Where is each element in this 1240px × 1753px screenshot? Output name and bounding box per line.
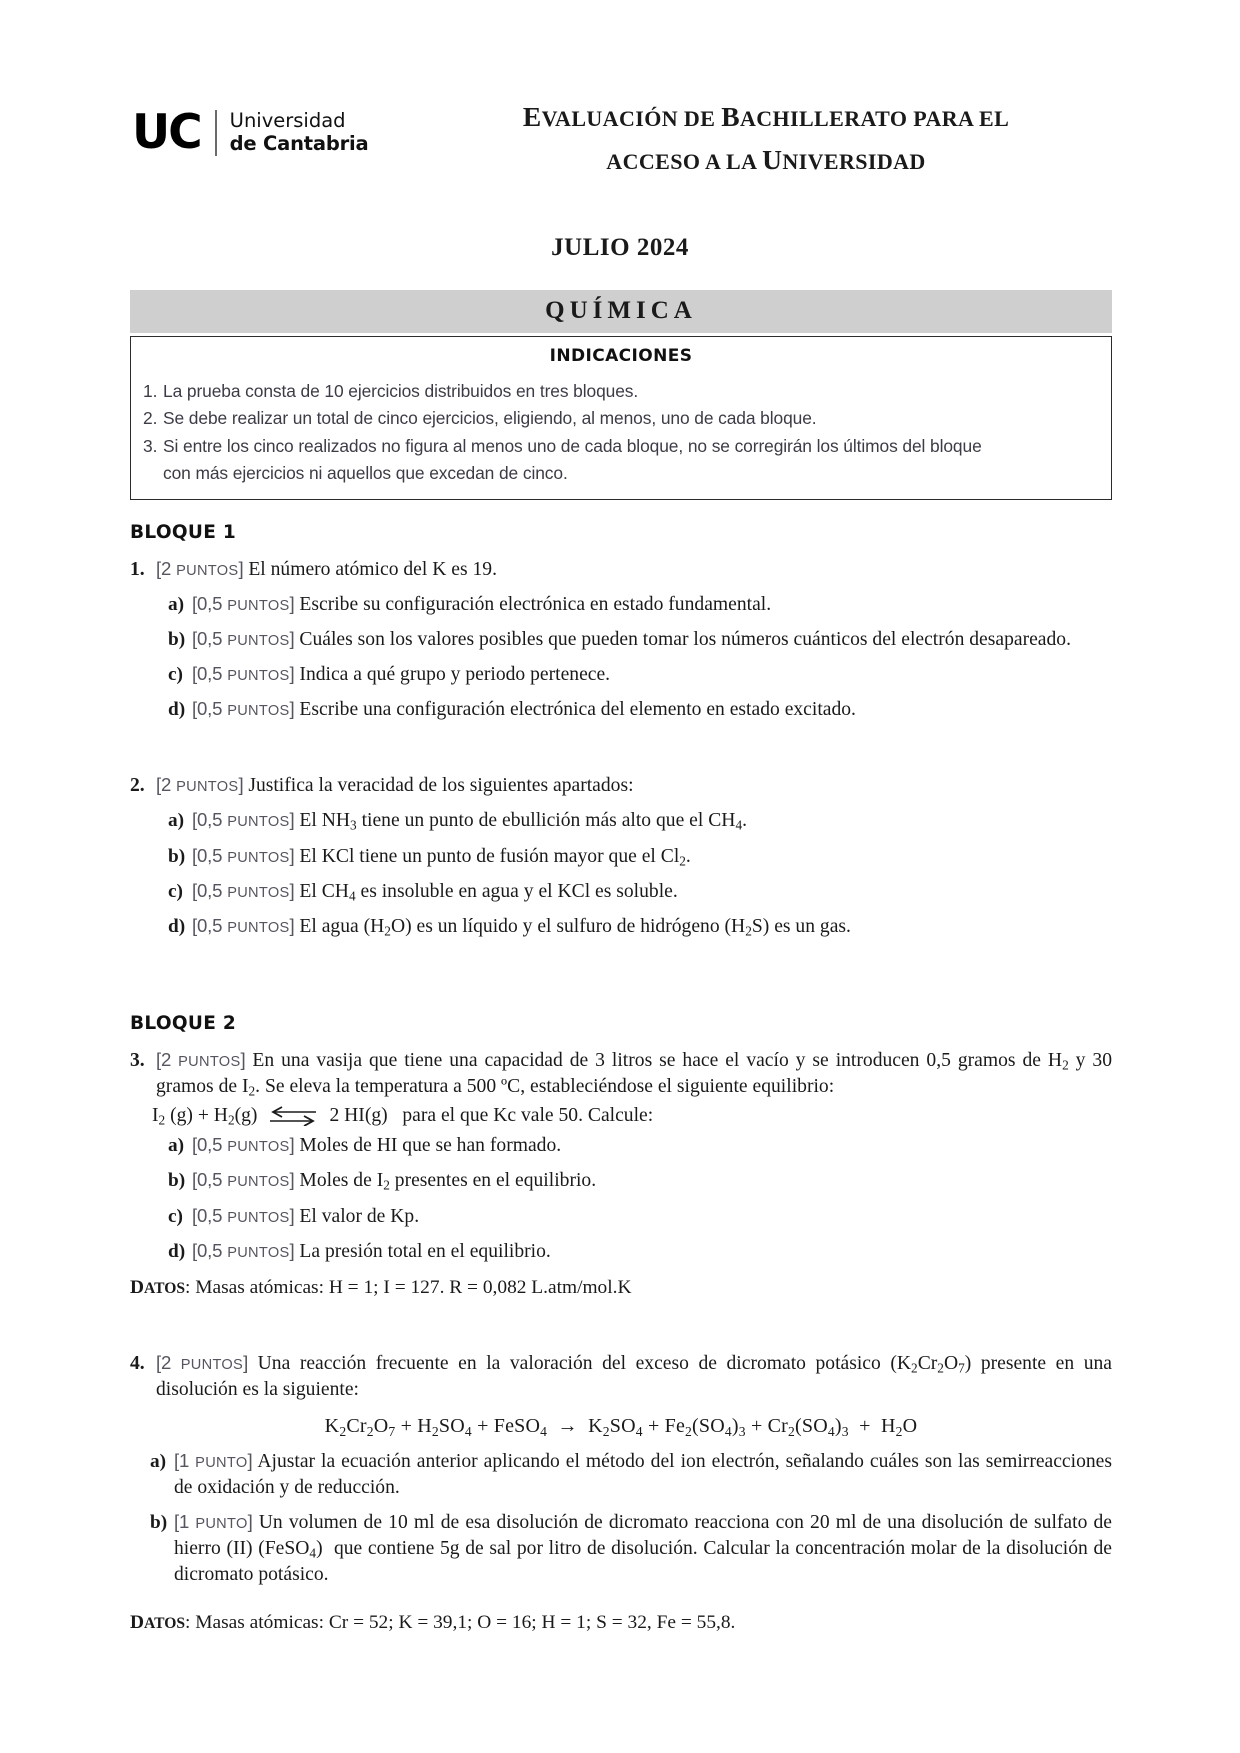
points-bracket: ] [243, 1351, 249, 1373]
sub-body-text: Moles de $I_2$ presentes en el equilibrio. [299, 1170, 597, 1193]
sub-letter: c) [168, 880, 183, 902]
points-annotation [192, 593, 295, 614]
subquestion-2c [130, 879, 1112, 905]
points-annotation [156, 774, 243, 795]
sub-letter: c) [168, 1205, 183, 1227]
item-text: La prueba consta de 10 ejercicios distribuidos en tres bloques. [163, 381, 639, 401]
sub-text [192, 662, 1112, 688]
datos-label [130, 1277, 185, 1298]
points-annotation [156, 1049, 245, 1070]
question-stem [130, 557, 1112, 583]
exam-content [0, 522, 1240, 1636]
sub-text [192, 1168, 1112, 1194]
points-bracket: ] [289, 915, 295, 937]
points-annotation [192, 628, 295, 649]
points-bracket: ] [289, 1134, 295, 1156]
question-stem [130, 773, 1112, 799]
subquestion-1d [130, 697, 1112, 723]
sub-text [192, 697, 1112, 723]
sub-letter: a) [168, 1135, 185, 1157]
points-value: [0,5 [192, 1239, 228, 1261]
datos-values: : Masas atómicas: Cr = 52; K = 39,1; O = 16; H = 1; S = 32, Fe = 55,8. [185, 1612, 736, 1634]
points-unit: PUNTOS [227, 703, 290, 719]
datos-word: ATOS [144, 1279, 186, 1297]
datos-line-q3 [130, 1275, 1112, 1301]
exam-date: JULIO 2024 [551, 234, 689, 261]
points-value: [0,5 [192, 879, 228, 901]
sub-text [192, 1204, 1112, 1230]
points-unit: PUNTOS [227, 1139, 290, 1156]
title-initial-b: B [721, 101, 740, 132]
points-unit: PUNTOS [227, 884, 290, 901]
sub-letter: d) [168, 1240, 186, 1262]
points-annotation [192, 809, 295, 830]
points-annotation [192, 1205, 295, 1226]
points-unit: PUNTOS [227, 1209, 290, 1226]
subquestion-2b [130, 844, 1112, 870]
equilibrium-equation [130, 1103, 1112, 1129]
points-unit: PUNTOS [227, 597, 290, 614]
points-value: [2 [156, 1351, 181, 1373]
logo-line-1: Universidad [229, 109, 346, 133]
question-text [156, 1351, 1112, 1403]
question-text [156, 1048, 1112, 1101]
title-text-3: ACCESO A LA [606, 148, 763, 174]
indicaciones-box [130, 336, 1112, 500]
points-annotation [156, 1352, 248, 1373]
subquestion-3d [130, 1239, 1112, 1265]
sub-body-text: Moles de HI que se han formado. [299, 1135, 562, 1157]
subquestion-2a [130, 808, 1112, 834]
stem-body: Justifica la veracidad de los siguientes apartados: [248, 775, 634, 797]
sub-text [192, 1133, 1112, 1159]
points-unit: PUNTOS [227, 1244, 290, 1261]
sub-text [174, 1449, 1112, 1501]
points-unit: PUNTOS [227, 1174, 290, 1191]
points-bracket: ] [289, 698, 295, 719]
sub-letter: d) [168, 699, 186, 720]
sub-text [192, 808, 1112, 834]
points-bracket: ] [289, 844, 295, 866]
points-annotation [156, 558, 243, 579]
points-value: [2 [156, 557, 177, 579]
item-text-continued: con más ejercicios ni aquellos que excedan de cinco. [163, 463, 568, 484]
sub-text [192, 914, 1112, 940]
datos-word: ATOS [144, 1615, 186, 1633]
datos-values: : Masas atómicas: H = 1; I = 127. R = 0,082 L.atm/mol.K [185, 1276, 632, 1298]
equation-products: 2 HI(g) para el que Kc vale 50. Calcule: [329, 1104, 654, 1126]
sub-body-text: El KCl tiene un punto de fusión mayor que el $Cl_2$. [299, 845, 691, 869]
points-unit: PUNTO [195, 1515, 248, 1532]
points-unit: PUNTOS [227, 667, 290, 684]
sub-text [192, 1239, 1112, 1265]
subquestion-1c [130, 662, 1112, 688]
sub-letter: d) [168, 916, 186, 938]
sub-text [192, 879, 1112, 905]
title-initial-u: U [762, 143, 783, 175]
question-number: 4. [130, 1352, 145, 1374]
sub-body-text: Cuáles son los valores posibles que pueden tomar los números cuánticos del electrón desapareado. [299, 628, 1071, 650]
block-spacer [130, 947, 1112, 991]
item-number: 2. [143, 408, 158, 429]
points-bracket: ] [289, 1204, 295, 1226]
subquestion-3b [130, 1168, 1112, 1194]
points-unit: PUNTOS [227, 849, 290, 866]
points-value: [0,5 [192, 1134, 228, 1156]
points-unit: PUNTOS [227, 632, 290, 649]
logo-mark: UC [132, 104, 201, 160]
sub-letter: a) [168, 593, 185, 615]
datos-initial: D [130, 1612, 145, 1634]
subquestion-1b [130, 627, 1112, 653]
subquestion-3c [130, 1204, 1112, 1230]
points-bracket: ] [289, 809, 295, 831]
stem-body: Una reacción frecuente en la valoración del exceso de dicromato potásico $(K_2Cr_2O_7)$ presente en una disolución es la siguiente: [156, 1352, 1112, 1400]
subject-title: QUÍMICA [130, 290, 1112, 333]
subquestion-1a [130, 592, 1112, 618]
datos-initial: D [130, 1276, 145, 1298]
points-value: [0,5 [192, 698, 228, 719]
indicaciones-list [143, 378, 1099, 487]
logo-line-2: de Cantabria [229, 132, 369, 155]
points-unit: PUNTO [195, 1454, 248, 1471]
points-bracket: ] [289, 627, 295, 649]
sub-letter: a) [150, 1450, 167, 1472]
subquestion-3a [130, 1133, 1112, 1159]
question-stem [130, 1351, 1112, 1403]
points-value: [2 [156, 1048, 179, 1070]
sub-text [192, 627, 1112, 653]
points-value: [0,5 [192, 1204, 228, 1226]
sub-text [192, 592, 1112, 618]
points-unit: PUNTOS [176, 779, 239, 796]
sub-body-text: Ajustar la ecuación anterior aplicando el método del ion electrón, señalando cuáles son las semirreacciones de oxidación y de reducción. [174, 1450, 1112, 1498]
sub-body-text: Indica a qué grupo y periodo pertenece. [299, 663, 611, 685]
points-unit: PUNTOS [180, 1356, 244, 1373]
item-number: 3. [143, 435, 158, 456]
points-bracket: ] [289, 662, 295, 684]
points-annotation [192, 915, 295, 936]
question-spacer [130, 1307, 1112, 1351]
points-value: [0,5 [192, 592, 228, 614]
points-unit: PUNTOS [178, 1053, 241, 1070]
item-number: 1. [143, 381, 158, 401]
points-bracket: ] [238, 774, 244, 796]
sub-letter: b) [150, 1511, 168, 1533]
subquestion-2d [130, 914, 1112, 940]
question-number: 3. [130, 1049, 145, 1071]
sub-letter: b) [168, 628, 186, 650]
points-value: [0,5 [192, 809, 228, 831]
list-item [143, 378, 1099, 404]
points-annotation [192, 1169, 295, 1190]
title-text-4: NIVERSIDAD [782, 148, 926, 174]
sub-letter: b) [168, 845, 186, 867]
sub-body-text: El $NH_3$ tiene un punto de ebullición más alto que el $CH_4$. [299, 810, 747, 833]
list-item [143, 405, 1099, 431]
datos-label [130, 1612, 185, 1633]
points-value: [0,5 [192, 662, 228, 684]
points-bracket: ] [289, 592, 295, 614]
points-annotation [192, 1134, 295, 1155]
points-bracket: ] [247, 1449, 253, 1471]
exam-title-line-1 [410, 96, 1122, 139]
sub-letter: a) [168, 810, 185, 832]
points-annotation [192, 880, 295, 901]
list-item [143, 433, 1099, 459]
stem-body: En una vasija que tiene una capacidad de 3 litros se hace el vacío y se introducen 0,5 gramos de $H_2$ y 30 gramos de $I_2$. Se eleva la temperatura a 500 ºC, estableciéndose el siguiente equilibrio: [156, 1049, 1113, 1099]
sub-text [192, 844, 1112, 870]
question-stem [130, 1048, 1112, 1101]
datos-line-q4 [130, 1610, 1112, 1636]
points-annotation [192, 663, 295, 684]
question-4 [130, 1351, 1112, 1637]
points-value: [0,5 [192, 627, 228, 649]
sub-body-text: El valor de Kp. [299, 1205, 420, 1227]
question-number: 1. [130, 558, 145, 580]
points-bracket: ] [247, 1510, 253, 1532]
item-text: Si entre los cinco realizados no figura al menos uno de cada bloque, no se corregirán los últimos del bloque [163, 435, 982, 456]
points-value: [1 [174, 1510, 196, 1532]
points-unit: PUNTOS [227, 814, 290, 831]
title-initial-e: E [522, 101, 542, 132]
sub-letter: c) [168, 663, 183, 685]
points-bracket: ] [289, 1239, 295, 1261]
question-2 [130, 773, 1112, 941]
points-annotation [192, 845, 295, 866]
points-unit: PUNTOS [176, 562, 239, 579]
indicaciones-heading: INDICACIONES [549, 346, 693, 366]
points-annotation [174, 1450, 252, 1471]
points-value: [0,5 [192, 844, 228, 866]
university-logo [132, 96, 404, 160]
points-value: [0,5 [192, 915, 228, 937]
question-text [156, 557, 1112, 583]
sub-letter: b) [168, 1170, 186, 1192]
points-value: [1 [174, 1449, 196, 1471]
sub-text [174, 1510, 1112, 1589]
logo-wordmark [230, 110, 369, 155]
points-unit: PUNTOS [227, 920, 290, 937]
title-text-2: ACHILLERATO PARA EL [739, 106, 1010, 131]
points-annotation [192, 698, 295, 719]
points-annotation [192, 1240, 295, 1261]
redox-equation: $K_2Cr_2O_7 + H_2SO_4$ + FeSO$_4$ → $K_2SO_4 + Fe_2(SO_4)_3 + Cr_2(SO_4)_3 + H_2O$ [324, 1415, 918, 1439]
points-bracket: ] [240, 1048, 246, 1070]
question-3 [130, 1048, 1112, 1301]
points-bracket: ] [289, 1169, 295, 1191]
page-header [0, 0, 1240, 188]
logo-divider [215, 110, 217, 156]
question-text [156, 773, 1112, 799]
points-value: [0,5 [192, 1169, 228, 1191]
subquestion-4b [130, 1510, 1112, 1589]
points-bracket: ] [289, 879, 295, 901]
title-text-1: VALUACIÓN DE [541, 106, 722, 131]
exam-title-line-2 [410, 139, 1122, 182]
question-number: 2. [130, 775, 145, 797]
equilibrium-arrow-icon [266, 1106, 320, 1126]
sub-body-text: Escribe una configuración electrónica del elemento en estado excitado. [299, 699, 856, 720]
points-value: [2 [156, 774, 177, 796]
sub-body-text: La presión total en el equilibrio. [299, 1240, 551, 1262]
points-bracket: ] [238, 557, 244, 579]
sub-body-text: Escribe su configuración electrónica en estado fundamental. [299, 593, 772, 615]
subquestion-4a [130, 1449, 1112, 1501]
sub-body-text: El $CH_4$ es insoluble en agua y el KCl es soluble. [299, 880, 678, 904]
question-spacer [130, 729, 1112, 773]
exam-title-block [404, 96, 1122, 181]
sub-body-text: Un volumen de 10 ml de esa disolución de dicromato reacciona con 20 ml de una disolución de sulfato de hierro (II) (FeSO$_4$) que contiene 5g de sal por litro de disolución. Calcular la concentración molar de la disolución de dicromato potásico. [174, 1511, 1112, 1586]
item-text: Se debe realizar un total de cinco ejercicios, eligiendo, al menos, uno de cada bloque. [163, 408, 817, 429]
block-heading-2: BLOQUE 2 [130, 1012, 237, 1034]
block-heading-1: BLOQUE 1 [130, 521, 237, 543]
points-annotation [174, 1511, 253, 1532]
stem-body: El número atómico del K es 19. [248, 558, 497, 580]
sub-body-text: El agua $(H_2O)$ es un líquido y el sulfuro de hidrógeno $(H_2S)$ es un gas. [299, 916, 851, 940]
equation-reactants: $I_2$ $(g) + H_2(g)$ [152, 1104, 258, 1128]
question-1 [130, 557, 1112, 723]
